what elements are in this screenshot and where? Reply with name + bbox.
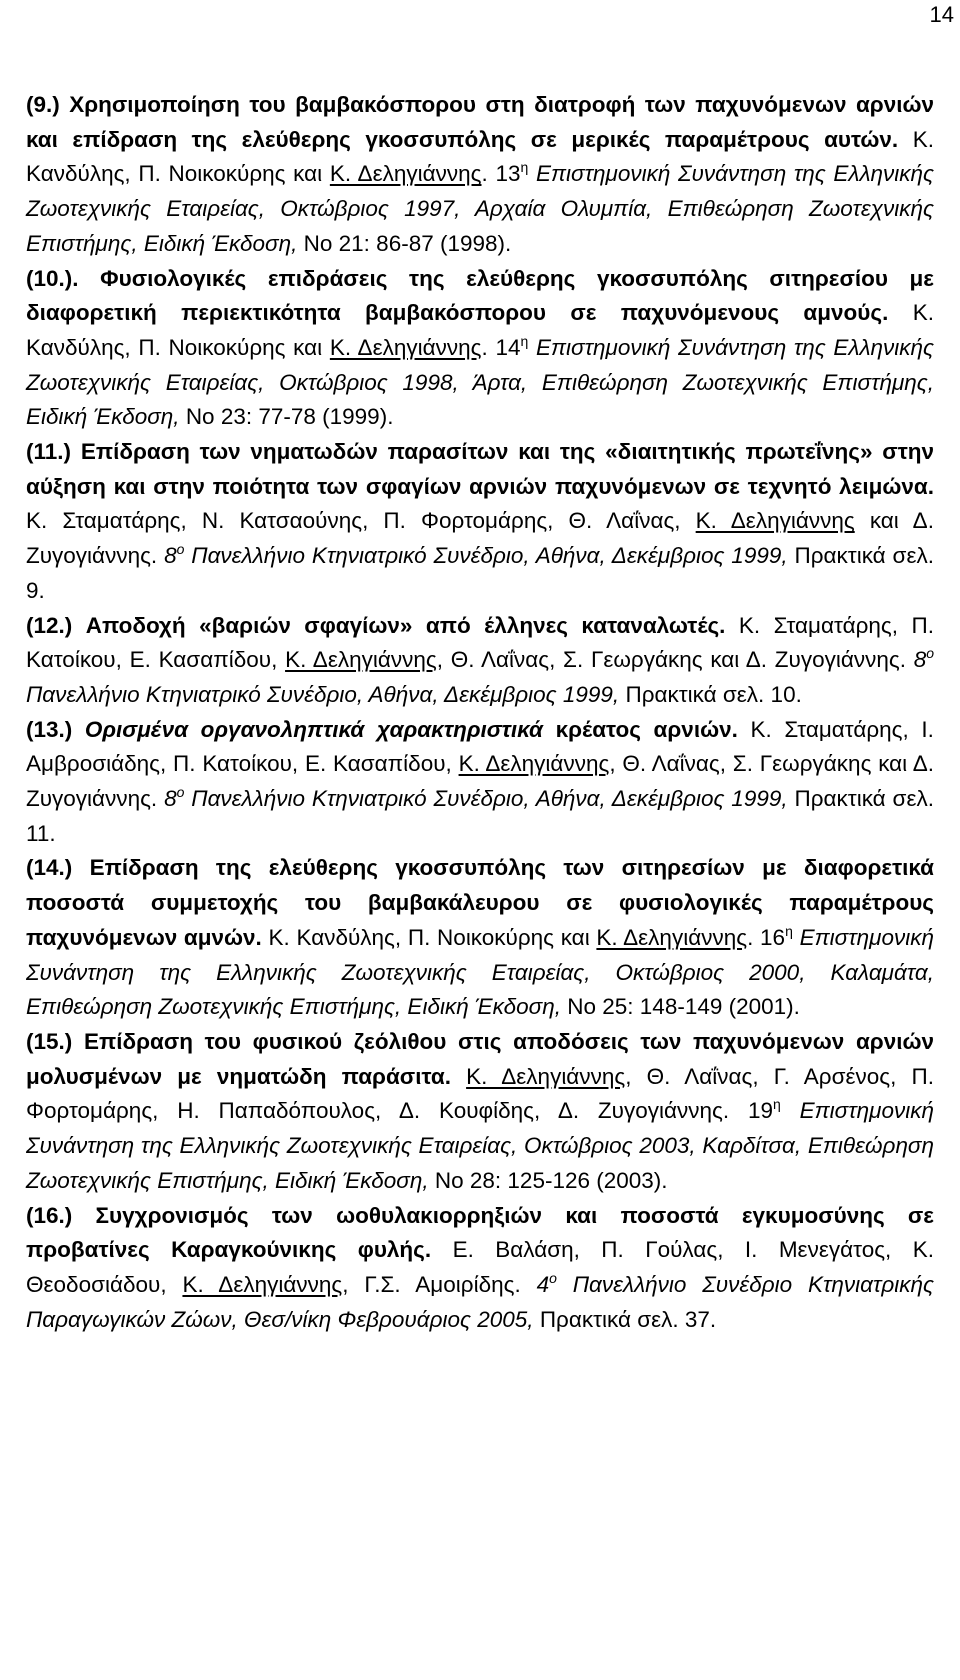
entry-venue: Επιστημονική Συνάντηση της Ελληνικής Ζωοτεχνικής Εταιρείας, Οκτώβριος 2000, Καλαμάτα, Επιθεώρηση Ζωοτεχνικής Επιστήμης, Ειδική Έκδοση, <box>26 924 934 1020</box>
publication-entry <box>26 88 934 262</box>
publication-entry <box>26 609 934 713</box>
entry-meeting-number: 16 <box>760 924 786 950</box>
entry-meeting-number: 8 <box>164 543 177 569</box>
entry-meeting-number: 8 <box>913 647 927 673</box>
entry-number: (13.) <box>26 716 73 742</box>
entry-pages: Πρακτικά σελ. 11. <box>26 786 934 846</box>
entry-pages: No 25: 148-149 (2001). <box>567 994 800 1020</box>
entry-venue: Επιστημονική Συνάντηση της Ελληνικής Ζωοτεχνικής Εταιρείας, Οκτώβριος 1998, Άρτα, Επιθεώρηση Ζωοτεχνικής Επιστήμης, Ειδική Έκδοση, <box>26 334 934 430</box>
entry-highlighted-author: Κ. Δεληγιάννης <box>695 508 855 534</box>
entry-meeting-ordinal: ο <box>549 1269 557 1286</box>
entry-pages: No 28: 125-126 (2003). <box>434 1167 668 1193</box>
entry-highlighted-author: Κ. Δεληγιάννης <box>285 647 437 673</box>
entry-meeting-ordinal: ο <box>176 541 185 558</box>
entry-title-italic: Ορισμένα οργανοληπτικά χαρακτηριστικά <box>84 716 543 742</box>
publication-entry <box>26 1199 934 1338</box>
entry-title: Επίδραση της ελεύθερης γκοσσυπόλης των σιτηρεσίων με διαφορετικά ποσοστά συμμετοχής του βαμβακάλευρου σε φυσιολογικές παραμέτρους παχυνόμενων αμνών. <box>26 855 934 950</box>
entry-authors: Ε. Βαλάση, Π. Γούλας, Ι. Μενεγάτος, Κ. Θεοδοσιάδου, <box>26 1237 934 1297</box>
entry-title: Επίδραση του φυσικού ζεόλιθου στις αποδόσεις των παχυνόμενων αρνιών μολυσμένων με νηματώδη παράσιτα. <box>26 1028 934 1089</box>
entry-authors-rest: , Θ. Λαΐνας, Γ. Αρσένος, Π. Φορτομάρης, Η. Παπαδόπουλος, Δ. Κουφίδης, Δ. Ζυγογιάννης. <box>26 1063 934 1124</box>
entry-meeting-ordinal: ο <box>176 784 185 801</box>
entry-pages: No 23: 77-78 (1999). <box>185 404 394 430</box>
entry-title: Επίδραση των νηματωδών παρασίτων και της «διαιτητικής πρωτεΐνης» στην αύξηση και στην ποιότητα των σφαγίων αρνιών παχυνόμενων σε τεχνητό λειμώνα. <box>26 439 934 499</box>
publication-list <box>26 88 934 1337</box>
entry-meeting-number: 14 <box>495 334 521 360</box>
entry-venue: Επιστημονική Συνάντηση της Ελληνικής Ζωοτεχνικής Εταιρείας, Οκτώβριος 2003, Καρδίτσα, Επιθεώρηση Ζωοτεχνικής Επιστήμης, Ειδική Έκδοση, <box>26 1098 934 1193</box>
entry-meeting-ordinal: η <box>520 159 529 176</box>
entry-venue: Πανελλήνιο Κτηνιατρικό Συνέδριο, Αθήνα, Δεκέμβριος 1999, <box>26 681 620 707</box>
entry-pages: Πρακτικά σελ. 9. <box>26 543 934 603</box>
entry-number: (9.) <box>26 92 60 117</box>
entry-meeting-number: 19 <box>747 1098 773 1124</box>
entry-title: Συγχρονισμός των ωοθυλακιορρηξιών και ποσοστά εγκυμοσύνης σε προβατίνες Καραγκούνικης φυλής. <box>26 1202 934 1263</box>
entry-highlighted-author: Κ. Δεληγιάννης <box>596 924 748 950</box>
entry-authors: Κ. Σταματάρης, Ι. Αμβροσιάδης, Π. Κατοίκου, Ε. Κασαπίδου, <box>26 716 934 777</box>
entry-meeting-ordinal: η <box>772 1096 781 1113</box>
entry-meeting-number: 8 <box>164 786 177 812</box>
entry-authors-rest: . <box>747 924 754 950</box>
entry-meeting-ordinal: η <box>785 922 793 939</box>
entry-meeting-number: 13 <box>495 161 521 187</box>
entry-authors: Κ. Σταματάρης, Ν. Κατσαούνης, Π. Φορτομάρης, Θ. Λαΐνας, <box>26 508 681 534</box>
entry-venue: Πανελλήνιο Κτηνιατρικό Συνέδριο, Αθήνα, Δεκέμβριος 1999, <box>191 786 788 812</box>
entry-authors-rest: . <box>481 161 488 187</box>
publication-entry <box>26 851 934 1025</box>
entry-title: Χρησιμοποίηση του βαμβακόσπορου στη διατροφή των παχυνόμενων αρνιών και επίδραση της ελεύθερης γκοσσυπόλης σε μερικές παραμέτρους αυτών. <box>26 92 934 152</box>
publication-entry <box>26 1025 934 1199</box>
entry-pages: Πρακτικά σελ. 10. <box>625 681 802 707</box>
entry-authors-rest: , Γ.Σ. Αμοιρίδης. <box>342 1271 521 1297</box>
entry-venue: Πανελλήνιο Συνέδριο Κτηνιατρικής Παραγωγικών Ζώων, Θεσ/νίκη Φεβρουάριος 2005, <box>26 1271 934 1332</box>
entry-title: Φυσιολογικές επιδράσεις της ελεύθερης γκοσσυπόλης σιτηρεσίου με διαφορετική περιεκτικότητα βαμβακόσπορου σε παχυνόμενους αμνούς. <box>26 265 934 326</box>
entry-meeting-ordinal: η <box>520 332 529 349</box>
entry-highlighted-author: Κ. Δεληγιάννης <box>458 751 610 777</box>
page-number: 14 <box>929 2 954 27</box>
entry-number: (14.) <box>26 855 73 881</box>
entry-authors-rest: , Θ. Λαΐνας, Σ. Γεωργάκης και Δ. Ζυγογιάννης. <box>436 647 906 673</box>
entry-meeting-number: 4 <box>536 1271 550 1297</box>
entry-authors-rest: , Θ. Λαΐνας, Σ. Γεωργάκης και Δ. Ζυγογιάννης. <box>26 751 934 812</box>
entry-number: (15.) <box>26 1028 73 1054</box>
entry-number: (10.). <box>26 265 79 291</box>
entry-highlighted-author: Κ. Δεληγιάννης <box>466 1063 626 1089</box>
publication-entry <box>26 435 934 609</box>
entry-authors-rest: και Δ. Ζυγογιάννης. <box>26 508 934 569</box>
entry-number: (12.) <box>26 612 73 638</box>
entry-authors-rest: . <box>481 334 488 360</box>
entry-title: Αποδοχή «βαριών σφαγίων» από έλληνες καταναλωτές. <box>85 612 726 638</box>
entry-pages: No 21: 86-87 (1998). <box>303 230 512 256</box>
entry-title: κρέατος αρνιών. <box>555 716 738 742</box>
entry-meeting-ordinal: ο <box>926 645 934 662</box>
publication-entry <box>26 262 934 436</box>
entry-highlighted-author: Κ. Δεληγιάννης <box>329 334 482 360</box>
entry-number: (11.) <box>26 439 72 465</box>
entry-venue: Πανελλήνιο Κτηνιατρικό Συνέδριο, Αθήνα, Δεκέμβριος 1999, <box>191 543 788 569</box>
publication-entry <box>26 713 934 852</box>
entry-highlighted-author: Κ. Δεληγιάννης <box>182 1271 343 1297</box>
entry-pages: Πρακτικά σελ. 37. <box>539 1306 717 1332</box>
entry-highlighted-author: Κ. Δεληγιάννης <box>329 161 482 187</box>
entry-authors: Κ. Σταματάρης, Π. Κατοίκου, Ε. Κασαπίδου, <box>26 612 934 673</box>
entry-authors: Κ. Κανδύλης, Π. Νοικοκύρης και <box>26 300 934 360</box>
entry-authors: Κ. Κανδύλης, Π. Νοικοκύρης και <box>268 924 590 950</box>
entry-authors: Κ. Κανδύλης, Π. Νοικοκύρης και <box>26 126 934 187</box>
entry-number: (16.) <box>26 1202 73 1228</box>
entry-venue: Επιστημονική Συνάντηση της Ελληνικής Ζωοτεχνικής Εταιρείας, Οκτώβριος 1997, Αρχαία Ολυμπία, Επιθεώρηση Ζωοτεχνικής Επιστήμης, Ειδική Έκδοση, <box>26 161 934 256</box>
